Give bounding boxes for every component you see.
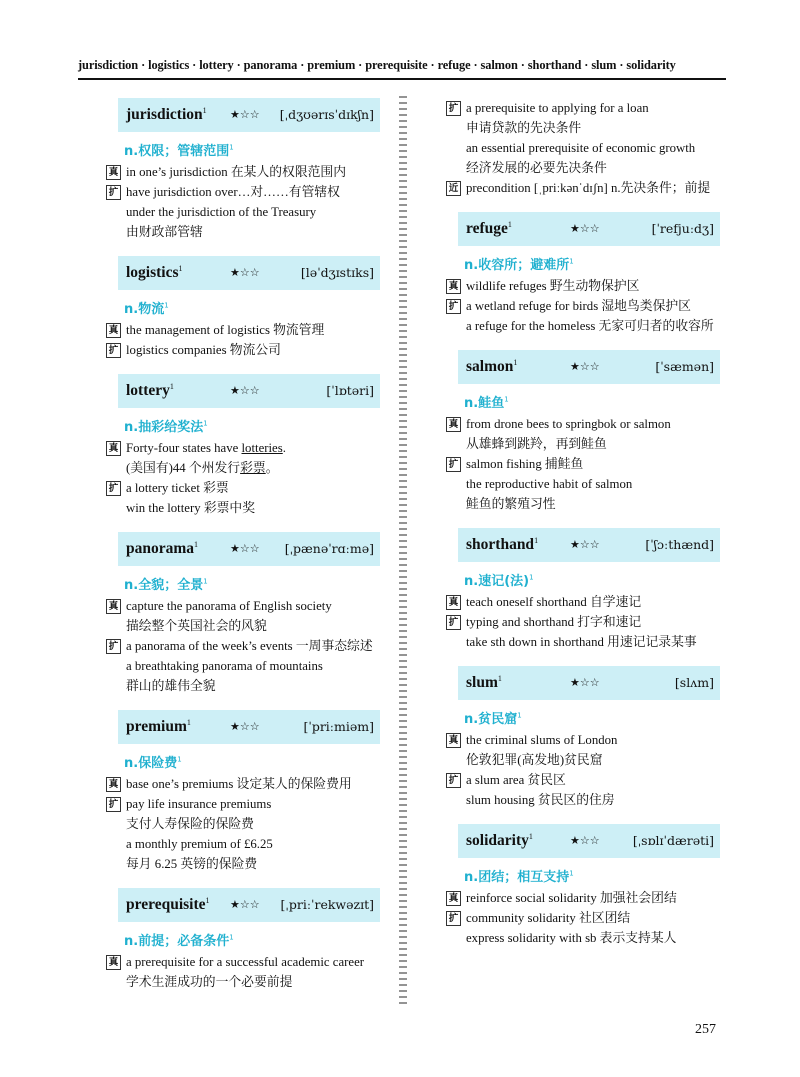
- frequency-stars: ★☆☆: [230, 898, 260, 911]
- header-rule: [78, 78, 726, 80]
- example-line: 扩 typing and shorthand 打字和速记: [440, 612, 730, 632]
- headword-box: [118, 888, 380, 922]
- example-line: 真 the criminal slums of London: [440, 730, 730, 750]
- phonetic: [ˈlɒtəri]: [326, 383, 374, 398]
- phonetic: [ˌsɒlɪˈdærəti]: [632, 833, 714, 848]
- part-of-speech: n.鲑鱼$^1$: [464, 395, 509, 411]
- example-tag: 真: [446, 417, 461, 432]
- example-line: (美国有)44 个州发行彩票。: [126, 461, 279, 475]
- example-line: 扩 a lottery ticket 彩票: [100, 478, 390, 498]
- frequency-stars: ★☆☆: [230, 266, 260, 279]
- example-line: 扩 a prerequisite to applying for a loan: [440, 98, 730, 118]
- part-of-speech: n.抽彩给奖法$^1$: [124, 419, 208, 435]
- entry-logistics: [100, 256, 390, 360]
- entry-premium: [100, 710, 390, 874]
- frequency-stars: ★☆☆: [230, 720, 260, 733]
- entry-prerequisite-continued: [440, 98, 730, 198]
- example-line: 鲑鱼的繁殖习性: [466, 497, 556, 511]
- frequency-stars: ★☆☆: [570, 538, 600, 551]
- page-header: jurisdiction · logistics · lottery · panorama · premium · prerequisite · refuge · salmon · shorthand · slum · solidarity: [78, 58, 676, 72]
- headword-box: [118, 256, 380, 290]
- extend-tag: 扩: [106, 639, 121, 654]
- right-column: [440, 98, 730, 962]
- frequency-stars: ★☆☆: [230, 108, 260, 121]
- example-line: express solidarity with sb 表示支持某人: [466, 931, 677, 945]
- frequency-stars: ★☆☆: [570, 676, 600, 689]
- phonetic: [slʌm]: [674, 675, 714, 690]
- example-line: 伦敦犯罪(高发地)贫民窟: [466, 753, 603, 767]
- headword-box: [118, 374, 380, 408]
- entry-solidarity: [440, 824, 730, 948]
- example-line: 扩 have jurisdiction over…对……有管辖权: [100, 182, 390, 202]
- example-line: an essential prerequisite of economic growth: [466, 141, 696, 155]
- example-line: 真 a prerequisite for a successful academic career: [100, 952, 390, 972]
- example-line: take sth down in shorthand 用速记记录某事: [466, 635, 697, 649]
- entry-slum: [440, 666, 730, 810]
- entry-refuge: [440, 212, 730, 336]
- extend-tag: 扩: [106, 797, 121, 812]
- part-of-speech: n.团结；相互支持$^1$: [464, 869, 574, 885]
- example-line: win the lottery 彩票中奖: [126, 501, 256, 515]
- frequency-stars: ★☆☆: [230, 542, 260, 555]
- example-line: 真 in one’s jurisdiction 在某人的权限范围内: [100, 162, 390, 182]
- example-line: 真 capture the panorama of English society: [100, 596, 390, 616]
- extend-tag: 扩: [446, 615, 461, 630]
- example-line: 支付人寿保险的保险费: [126, 817, 254, 831]
- headword: lottery$^1$: [126, 382, 174, 400]
- example-line: 扩 a slum area 贫民区: [440, 770, 730, 790]
- entry-panorama: [100, 532, 390, 696]
- example-line: 扩 salmon fishing 捕鲑鱼: [440, 454, 730, 474]
- headword: shorthand$^1$: [466, 536, 539, 554]
- extend-tag: 扩: [446, 457, 461, 472]
- example-line: 由财政部管辖: [126, 225, 203, 239]
- extend-tag: 扩: [106, 343, 121, 358]
- example-line: slum housing 贫民区的住房: [466, 793, 615, 807]
- example-line: under the jurisdiction of the Treasury: [126, 205, 317, 219]
- part-of-speech: n.物流$^1$: [124, 301, 169, 317]
- example-line: 扩 pay life insurance premiums: [100, 794, 390, 814]
- example-line: 从雄蜂到跳羚，再到鲑鱼: [466, 437, 607, 451]
- frequency-stars: ★☆☆: [570, 834, 600, 847]
- headword-box: [118, 532, 380, 566]
- example-tag: 真: [446, 891, 461, 906]
- column-divider: [399, 96, 407, 1006]
- headword: panorama$^1$: [126, 540, 199, 558]
- example-tag: 真: [106, 599, 121, 614]
- synonym-line: 近 precondition [ˌpriːkənˈdɪʃn] n.先决条件；前提: [440, 178, 730, 198]
- phonetic: [ˈpriːmiəm]: [303, 719, 374, 734]
- headword-box: [118, 710, 380, 744]
- part-of-speech: n.保险费$^1$: [124, 755, 182, 771]
- part-of-speech: n.全貌；全景$^1$: [124, 577, 208, 593]
- phonetic: [ˈrefjuːdʒ]: [651, 221, 714, 236]
- example-line: 申请贷款的先决条件: [466, 121, 582, 135]
- headword-box: [458, 528, 720, 562]
- example-line: 真 wildlife refuges 野生动物保护区: [440, 276, 730, 296]
- entry-salmon: [440, 350, 730, 514]
- headword: refuge$^1$: [466, 220, 512, 238]
- example-line: 扩 a wetland refuge for birds 湿地鸟类保护区: [440, 296, 730, 316]
- example-line: 真 teach oneself shorthand 自学速记: [440, 592, 730, 612]
- extend-tag: 扩: [446, 911, 461, 926]
- part-of-speech: n.权限；管辖范围$^1$: [124, 143, 234, 159]
- headword: solidarity$^1$: [466, 832, 533, 850]
- phonetic: [ˌpænəˈrɑːmə]: [284, 541, 374, 556]
- headword-box: [458, 350, 720, 384]
- extend-tag: 扩: [446, 299, 461, 314]
- headword-box: [118, 98, 380, 132]
- example-line: 经济发展的必要先决条件: [466, 161, 607, 175]
- example-line: 真 base one’s premiums 设定某人的保险费用: [100, 774, 390, 794]
- headword: logistics$^1$: [126, 264, 183, 282]
- extend-tag: 扩: [106, 481, 121, 496]
- example-tag: 真: [106, 165, 121, 180]
- headword: premium$^1$: [126, 718, 191, 736]
- example-line: 真 from drone bees to springbok or salmon: [440, 414, 730, 434]
- example-line: 真 reinforce social solidarity 加强社会团结: [440, 888, 730, 908]
- headword-box: [458, 212, 720, 246]
- part-of-speech: n.速记(法)$^1$: [464, 573, 534, 589]
- extend-tag: 扩: [446, 101, 461, 116]
- left-column: [100, 98, 390, 1006]
- frequency-stars: ★☆☆: [570, 360, 600, 373]
- example-tag: 真: [106, 955, 121, 970]
- example-line: 描绘整个英国社会的风貌: [126, 619, 267, 633]
- example-line: 群山的雄伟全貌: [126, 679, 216, 693]
- page-number: 257: [695, 1022, 716, 1037]
- example-line: a monthly premium of £6.25: [126, 837, 273, 851]
- example-line: 每月 6.25 英镑的保险费: [126, 857, 258, 871]
- headword: salmon$^1$: [466, 358, 518, 376]
- example-tag: 真: [106, 441, 121, 456]
- frequency-stars: ★☆☆: [230, 384, 260, 397]
- example-tag: 真: [446, 595, 461, 610]
- example-line: a refuge for the homeless 无家可归者的收容所: [466, 319, 714, 333]
- example-tag: 真: [106, 323, 121, 338]
- phonetic: [ˌdʒʊərɪsˈdɪkʃn]: [279, 107, 374, 122]
- headword-box: [458, 666, 720, 700]
- frequency-stars: ★☆☆: [570, 222, 600, 235]
- extend-tag: 扩: [446, 773, 461, 788]
- example-tag: 真: [446, 733, 461, 748]
- example-line: 真 the management of logistics 物流管理: [100, 320, 390, 340]
- entry-shorthand: [440, 528, 730, 652]
- headword: jurisdiction$^1$: [126, 106, 207, 124]
- phonetic: [ˈsæmən]: [655, 359, 714, 374]
- headword: slum$^1$: [466, 674, 502, 692]
- phonetic: [ˈʃɔːthænd]: [645, 537, 714, 552]
- extend-tag: 扩: [106, 185, 121, 200]
- entry-jurisdiction: [100, 98, 390, 242]
- part-of-speech: n.贫民窟$^1$: [464, 711, 522, 727]
- part-of-speech: n.前提；必备条件$^1$: [124, 933, 234, 949]
- example-line: 真 Forty-four states have lotteries.: [100, 438, 390, 458]
- example-line: a breathtaking panorama of mountains: [126, 659, 323, 673]
- phonetic: [ˌpriːˈrekwəzɪt]: [280, 897, 374, 912]
- headword: prerequisite$^1$: [126, 896, 210, 914]
- example-tag: 真: [106, 777, 121, 792]
- example-line: 学术生涯成功的一个必要前提: [126, 975, 293, 989]
- example-tag: 真: [446, 279, 461, 294]
- synonym-tag: 近: [446, 181, 461, 196]
- example-line: 扩 a panorama of the week’s events 一周事态综述: [100, 636, 390, 656]
- part-of-speech: n.收容所；避难所$^1$: [464, 257, 574, 273]
- entry-prerequisite: [100, 888, 390, 992]
- example-line: 扩 logistics companies 物流公司: [100, 340, 390, 360]
- example-line: 扩 community solidarity 社区团结: [440, 908, 730, 928]
- entry-lottery: [100, 374, 390, 518]
- example-line: the reproductive habit of salmon: [466, 477, 633, 491]
- headword-box: [458, 824, 720, 858]
- phonetic: [ləˈdʒɪstɪks]: [300, 265, 374, 280]
